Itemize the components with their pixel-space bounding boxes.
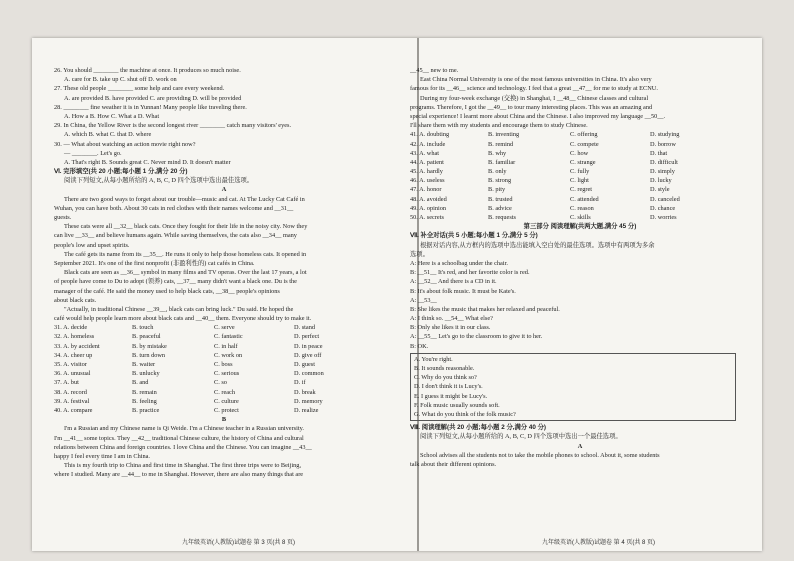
passage-label: A [221,186,227,194]
passage-line: where I studied. Many are __44__ to me in Shanghai. However, there are also many things that are [54,471,304,479]
passage-line: people's low and upset spirits. [54,241,130,249]
option-b: B. inventing [488,131,520,139]
box-option: F. Folk music usually sounds soft. [414,401,500,409]
dialogue-line: A: __53__ [410,296,437,304]
option-b: B. waiter [132,361,156,368]
passage-line: guests. [54,214,72,221]
text-line: — ________. Let's go. [64,149,122,157]
section-instructions: 阅读下列短文,从每小题所给的 A, B, C, D 四个选项中选出最佳选项。 [64,177,254,185]
passage-line: happy I feel every time I am in China. [54,452,150,460]
option-c: C. in half [214,342,238,350]
option-b: B. feeling [132,397,157,405]
box-option: D. I don't think it is Lucy's. [414,383,483,391]
option-a: 44. A. patient [410,158,444,166]
option-row [54,388,394,397]
page-footer-left: 九年级英语(人教版)试题卷 第 3 页(共 8 页) [182,540,296,546]
section-instructions: 选项。 [410,250,429,258]
passage-line: I'll share them with my students and encourage them to study Chinese. [410,122,588,130]
option-d: D. memory [294,397,323,405]
option-b: B. requests [488,214,516,221]
option-row [410,213,750,222]
option-a: 33. A. by accident [54,342,100,350]
option-b: B. only [488,168,507,176]
text-line: A. How a B. How C. What a D. What [64,112,160,120]
option-b: B. and [132,379,149,387]
option-b: B. strong [488,177,512,185]
option-c: C. serve [214,324,235,332]
option-d: D. style [650,186,670,194]
option-d: D. worries [650,214,677,221]
option-c: C. boss [214,361,233,368]
option-b: B. pity [488,186,506,194]
option-row [54,378,394,387]
option-d: D. in peace [294,342,323,350]
option-b: B. turn down [132,351,166,359]
passage-line: famous for its __46__ science and technology. I feel that a great __47__ for me to study at ECNU. [410,85,658,93]
passage-line: manager of the café. He said the money used to help black cats, __38__ people's opinions [54,287,280,295]
option-d: D. break [294,388,316,396]
text-line: 28. ________ fine weather it is in Yunnan! Many people like traveling there. [54,103,247,111]
option-row [410,149,750,158]
option-b: B. by mistake [132,342,167,350]
option-d: D. stand [294,324,315,332]
option-d: D. common [294,370,324,378]
option-a: 41. A. doubting [410,131,450,139]
option-row [410,158,750,167]
option-c: C. reach [214,388,235,396]
option-a: 48. A. avoided [410,195,447,203]
option-row [410,185,750,194]
option-c: C. fully [570,168,590,176]
option-a: 32. A. homeless [54,333,95,341]
option-row [54,342,394,351]
option-b: B. remind [488,140,514,148]
option-a: 43. A. what [410,149,440,157]
option-row [54,360,394,369]
dialogue-line: A: __55__ Let's go to the classroom to give it to her. [410,333,543,341]
passage-line: These cats were all __32__ black cats. Once they fought for their life in the noisy city. Now they [64,223,308,231]
option-c: C. strange [570,158,596,166]
option-d: D. give off [294,351,322,359]
option-c: C. regret [570,186,593,194]
passage-line: programs. Therefore, I got the __49__ to tour many interesting places. This was an amazing and [410,103,653,111]
option-b: B. peaceful [132,333,161,341]
option-row [410,140,750,149]
option-row [410,130,750,139]
text-line: A. care for B. take up C. shut off D. work on [64,76,177,84]
right-page [410,66,750,469]
dialogue-line: B: It's about folk music. It must be Kate's. [410,287,516,295]
dialogue-line: B: __51__ It's red, and her favorite color is red. [410,269,530,277]
option-c: C. reason [570,204,594,212]
part-heading: 第三部分 阅读理解(共两大题,满分 45 分) [523,223,637,231]
passage-line: about black cats. [54,296,97,304]
option-a: 38. A. record [54,388,87,396]
option-c: C. light [570,177,589,185]
option-row [54,332,394,341]
passage-line: School advises all the students not to take the mobile phones to school. About it, some students [420,451,660,459]
option-b: B. familiar [488,158,516,166]
section-heading: Ⅶ. 补全对话(共 5 小题;每小题 1 分,满分 5 分) [410,232,538,240]
option-a: 46. A. useless [410,177,445,185]
passage-line: Black cats are seen as __36__ symbol in many films and TV operas. Over the last 17 years, a lot [64,269,307,277]
passage-line: During my four-week exchange (交换) in Shanghai, I __48__ Chinese classes and cultural [420,94,649,102]
passage-label: A [577,442,583,450]
option-c: C. fantastic [214,333,243,341]
option-c: C. attended [570,195,599,203]
section-instructions: 根据对话内容,从方框内的选项中选出能填入空白处的最佳选项。选项中有两项为多余 [420,241,655,249]
option-b: B. unlucky [132,370,160,378]
passage-line: The café gets its name from its __35__. He runs it only to help those homeless cats. It opened in [64,250,307,258]
option-a: 39. A. festival [54,397,90,405]
passage-line: talk about their different opinions. [410,460,497,468]
option-a: 42. A. include [410,140,446,148]
text-line: A. which B. what C. that D. where [64,131,152,139]
option-a: 50. A. secrets [410,214,444,221]
option-a: 45. A. hardly [410,168,443,176]
passage-line: "Actually, in traditional Chinese __39__, black cats can bring luck." Du said. He hoped the [64,305,294,313]
option-b: B. remain [132,388,157,396]
option-a: 31. A. decide [54,324,88,332]
option-a: 36. A. unusual [54,370,91,378]
option-row [54,369,394,378]
option-c: C. so [214,379,227,387]
dialogue-line: B: She likes the music that makes her relaxed and peaceful. [410,305,560,313]
box-option: C. Why do you think so? [414,374,477,382]
option-d: D. borrow [650,140,676,148]
option-a: 49. A. opinion [410,204,447,212]
box-option: A. You're right. [414,355,453,363]
passage-line: This is my fourth trip to China and first time in Shanghai. The first three trips were to Beijing, [64,462,302,470]
passage-line: of people have come to Du to adopt (领养) cats, __37__ many didn't want a black one. Du is the [54,278,297,286]
option-row [54,406,394,415]
option-d: D. lucky [650,177,672,185]
option-d: D. realize [294,406,319,414]
option-b: B. touch [132,324,154,332]
option-c: C. culture [214,397,239,405]
option-a: 34. A. cheer up [54,351,93,359]
passage-line: I'm __41__ some topics. They __42__ traditional Chinese culture, the history of China and cultural [54,434,304,442]
option-row [410,204,750,213]
dialogue-line: B: OK. [410,342,429,350]
option-d: D. studying [650,131,680,139]
option-c: C. protect [214,406,239,414]
option-a: 35. A. visitor [54,361,87,368]
passage-line: relations between China and foreign countries. I love China and the Chinese. You can imagine __43__ [54,443,312,451]
dialogue-line: A: Here is a schoolbag under the chair. [410,259,508,267]
option-d: D. simply [650,168,675,176]
text-line: 27. These old people ________ some help and care every weekend. [54,85,225,93]
option-d: D. if [294,379,306,387]
option-row [410,176,750,185]
option-a: 40. A. compare [54,406,93,414]
option-c: C. offering [570,131,598,139]
passage-line: café would help people learn more about black cats and __40__ them. Everyone should try to make it. [54,315,312,323]
passage-line: I'm a Russian and my Chinese name is Qi Weide. I'm a Chinese teacher in a Russian university. [64,425,304,433]
option-d: D. that [650,149,668,157]
dialogue-line: B: Only she likes it in our class. [410,324,491,332]
passage-line: September 2021. It's one of the first nonprofit (非盈利性的) cat cafés in China. [54,259,255,267]
options-box [410,353,736,421]
option-d: D. chance [650,204,676,212]
option-b: B. advice [488,204,512,212]
text-line: 30. — What about watching an action movie right now? [54,140,196,148]
option-b: B. practice [132,406,160,414]
option-b: B. why [488,149,507,157]
passage-line: can live __33__ and believe humans again. While saving themselves, the cats also __34__ many [54,232,297,240]
box-option: B. It sounds reasonable. [414,365,475,372]
option-row [54,323,394,332]
option-c: C. work on [214,351,243,359]
section-instructions: 阅读下列短文,从每小题所给的 A, B, C, D 四个选项中选出一个最佳选项。 [420,433,622,441]
text-line: A. are provided B. have provided C. are providing D. will be provided [64,94,242,102]
text-line: 29. In China, the Yellow River is the second longest river ________ catch many visitors' eyes. [54,122,292,130]
option-row [54,351,394,360]
box-option: E. I guess it might be Lucy's. [414,392,488,400]
option-c: C. skills [570,214,591,221]
option-d: D. canceled [650,195,680,203]
passage-line: __45__ new to me. [410,67,459,74]
passage-label: B [221,416,227,424]
passage-line: Wuhan, you can have both. About 30 cats in red clothes with their names welcome and __31__ [54,204,294,212]
passage-line: special experience! I learnt more about China and the Chinese. I also improved my language __50__. [410,112,666,120]
text-line: A. That's right B. Sounds great C. Never mind D. It doesn't matter [64,158,231,166]
dialogue-line: A: __52__ And there is a CD in it. [410,278,497,286]
section-heading: Ⅷ. 阅读理解(共 20 小题;每小题 2 分,满分 40 分) [410,424,546,432]
option-b: B. trusted [488,195,513,203]
dialogue-line: A: I think so. __54__ What else? [410,315,493,323]
exam-sheet [32,38,762,551]
option-c: C. compete [570,140,599,148]
option-a: 37. A. but [54,379,79,387]
box-option: G. What do you think of the folk music? [414,410,516,418]
left-page [54,66,394,479]
option-row [410,195,750,204]
passage-line: There are two good ways to forget about our trouble—music and cat. At The Lucky Cat Café in [64,195,305,203]
section-heading: Ⅵ. 完形填空(共 20 小题;每小题 1 分,满分 20 分) [54,168,188,176]
option-c: C. serious [214,370,240,378]
option-row [410,167,750,176]
passage-line: East China Normal University is one of the most famous universities in China. It's also very [420,76,652,84]
option-c: C. how [570,149,589,157]
option-d: D. difficult [650,158,678,166]
text-line: 26. You should ________ the machine at once. It produces so much noise. [54,67,241,74]
option-d: D. guest [294,361,315,368]
page-footer-right: 九年级英语(人教版)试题卷 第 4 页(共 8 页) [542,540,656,546]
option-a: 47. A. honor [410,186,442,194]
option-row [54,397,394,406]
option-d: D. perfect [294,333,320,341]
